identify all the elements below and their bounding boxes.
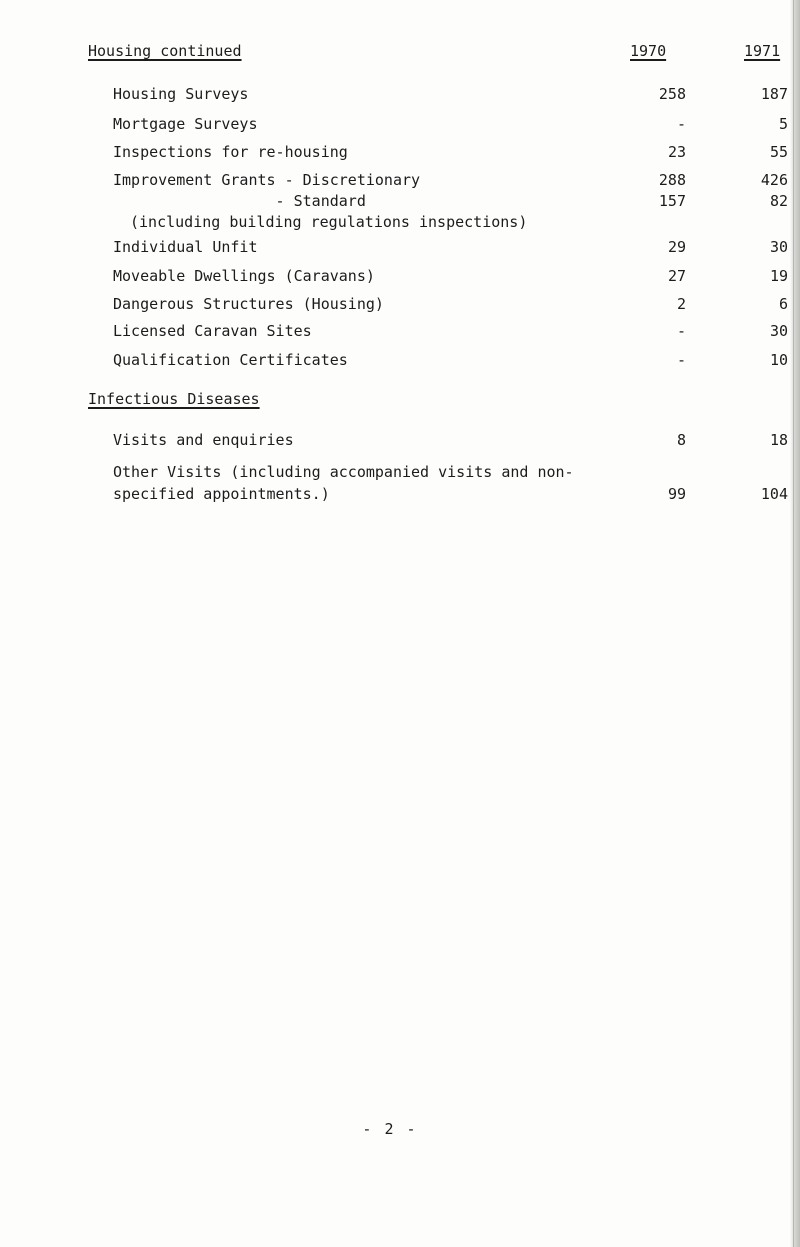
row-label: Inspections for re-housing	[113, 143, 348, 161]
page-number-footer	[0, 1120, 800, 1138]
value-1971: 18	[769, 431, 788, 449]
table-row	[0, 85, 800, 107]
value-1970: 288	[658, 171, 686, 189]
value-1970: -	[676, 322, 686, 340]
value-1970: -	[676, 351, 686, 369]
row-label: Other Visits (including accompanied visits and non-	[113, 463, 574, 481]
table-row	[0, 351, 800, 373]
table-row	[0, 267, 800, 289]
table-row	[0, 171, 800, 193]
value-1970: 27	[667, 267, 686, 285]
value-1970: 2	[676, 295, 686, 313]
row-label: specified appointments.)	[113, 485, 330, 503]
row-label: Dangerous Structures (Housing)	[113, 295, 384, 313]
row-label: - Standard	[113, 192, 366, 210]
value-1970: 23	[667, 143, 686, 161]
value-1970: 157	[658, 192, 686, 210]
row-label: Housing Surveys	[113, 85, 249, 103]
table-row	[0, 463, 800, 485]
value-1971: 30	[769, 322, 788, 340]
value-1971: 5	[778, 115, 788, 133]
table-row	[0, 322, 800, 344]
table-row	[0, 485, 800, 507]
row-label: Mortgage Surveys	[113, 115, 258, 133]
value-1971: 55	[769, 143, 788, 161]
table-row	[0, 143, 800, 165]
value-1971: 19	[769, 267, 788, 285]
column-header-1971: 1971	[744, 42, 781, 60]
value-1971: 10	[769, 351, 788, 369]
value-1971: 30	[769, 238, 788, 256]
value-1970: 258	[658, 85, 686, 103]
table-row	[0, 238, 800, 260]
page-number: - 2 -	[362, 1120, 418, 1138]
table-row	[0, 295, 800, 317]
table-row	[0, 192, 800, 214]
row-label: Visits and enquiries	[113, 431, 294, 449]
table-row	[0, 115, 800, 137]
value-1971: 187	[760, 85, 788, 103]
row-label: (including building regulations inspections)	[130, 213, 528, 231]
table-row	[0, 213, 800, 235]
value-1970: 8	[676, 431, 686, 449]
value-1970: 29	[667, 238, 686, 256]
row-label: Qualification Certificates	[113, 351, 348, 369]
section-title-infectious-diseases: Infectious Diseases	[88, 390, 260, 408]
row-label: Improvement Grants - Discretionary	[113, 171, 421, 189]
value-1970: 99	[667, 485, 686, 503]
section-title-housing: Housing continued	[88, 42, 242, 60]
value-1971: 82	[769, 192, 788, 210]
value-1970: -	[676, 115, 686, 133]
value-1971: 104	[760, 485, 788, 503]
table-row	[0, 431, 800, 453]
row-label: Moveable Dwellings (Caravans)	[113, 267, 375, 285]
value-1971: 426	[760, 171, 788, 189]
row-label: Individual Unfit	[113, 238, 258, 256]
row-label: Licensed Caravan Sites	[113, 322, 312, 340]
column-header-1970: 1970	[630, 42, 667, 60]
value-1971: 6	[778, 295, 788, 313]
